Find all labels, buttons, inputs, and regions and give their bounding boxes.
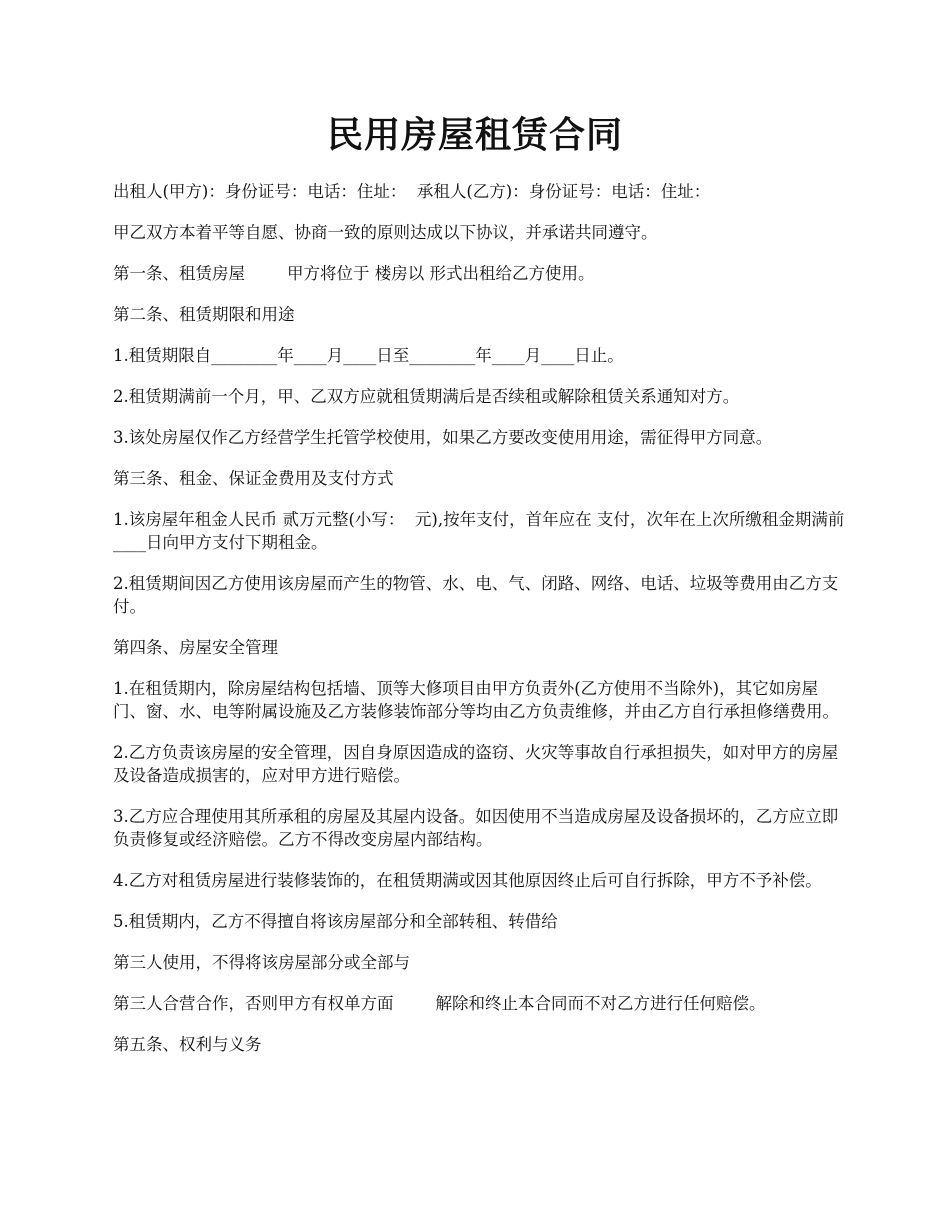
article-2-clause-2: 2.租赁期满前一个月，甲、乙双方应就租赁期满后是否续租或解除租赁关系通知对方。: [113, 387, 740, 406]
article-4-clause-1: 1.在租赁期内，除房屋结构包括墙、顶等大修项目由甲方负责外(乙方使用不当除外)，其它如房屋门、窗、水、电等附属设施及乙方装修装饰部分等均由乙方负责维修，并由乙方自行承担修缮费用。: [113, 679, 839, 721]
article-4-clause-5: 5.租赁期内，乙方不得擅自将该房屋部分和全部转租、转借给: [113, 912, 558, 931]
article-2-clause-3: 3.该处房屋仅作乙方经营学生托管学校使用，如果乙方要改变使用用途，需征得甲方同意。: [113, 428, 773, 447]
article-3-clause-1: 1.该房屋年租金人民币 贰万元整(小写： 元),按年支付，首年应在 支付，次年在上次所缴租金期满前____日向甲方支付下期租金。: [113, 510, 845, 552]
article-3-clause-2: 2.租赁期间因乙方使用该房屋而产生的物管、水、电、气、闭路、网络、电话、垃圾等费用由乙方支付。: [113, 574, 839, 616]
article-5-heading: 第五条、权利与义务: [113, 1035, 262, 1054]
article-4-clause-4: 4.乙方对租赁房屋进行装修装饰的，在租赁期满或因其他原因终止后可自行拆除，甲方不予补偿。: [113, 871, 822, 890]
document-title: 民用房屋租赁合同: [326, 115, 623, 156]
article-2-clause-1: 1.租赁期限自________年____月____日至________年____月____日止。: [113, 346, 624, 365]
document-body: [113, 180, 848, 1074]
article-4-clause-5-cont-1: 第三人使用，不得将该房屋部分或全部与: [113, 953, 410, 972]
article-2-heading: 第二条、租赁期限和用途: [113, 305, 295, 324]
paragraph-intro: 甲乙双方本着平等自愿、协商一致的原则达成以下协议，并承诺共同遵守。: [113, 223, 658, 242]
article-1-heading: 第一条、租赁房屋 甲方将位于 楼房以 形式出租给乙方使用。: [113, 264, 595, 283]
article-4-clause-5-cont-2: 第三人合营合作，否则甲方有权单方面 解除和终止本合同而不对乙方进行任何赔偿。: [113, 994, 766, 1013]
article-3-heading: 第三条、租金、保证金费用及支付方式: [113, 469, 394, 488]
article-4-clause-2: 2.乙方负责该房屋的安全管理，因自身原因造成的盗窃、火灾等事故自行承担损失，如对甲方的房屋及设备造成损害的，应对甲方进行赔偿。: [113, 743, 839, 785]
article-4-clause-3: 3.乙方应合理使用其所承租的房屋及其屋内设备。如因使用不当造成房屋及设备损坏的，乙方应立即负责修复或经济赔偿。乙方不得改变房屋内部结构。: [113, 807, 839, 849]
article-4-heading: 第四条、房屋安全管理: [113, 638, 278, 657]
paragraph-parties: 出租人(甲方)：身份证号：电话：住址： 承租人(乙方)：身份证号：电话：住址：: [113, 182, 711, 201]
